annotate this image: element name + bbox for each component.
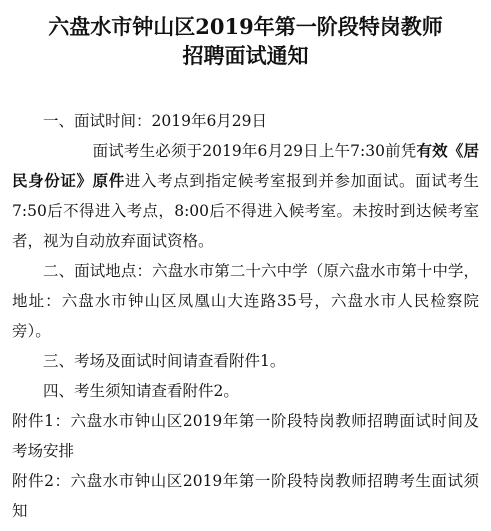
notice-body [12, 106, 479, 526]
title-line-1: 六盘水市钟山区2019年第一阶段特岗教师 [48, 14, 443, 39]
attachment-1-link[interactable]: 附件1：六盘水市钟山区2019年第一阶段特岗教师招聘面试时间及考场安排 [12, 412, 479, 460]
section-location: 二、面试地点：六盘水市第二十六中学（原六盘水市第十中学，地址：六盘水市钟山区凤凰山大连路35号，六盘水市人民检察院旁）。 [12, 262, 479, 340]
id-card-requirement: 有效《居民身份证》原件 [12, 141, 479, 190]
time-detail-post: 进入考点到指定候考室报到并参加面试。面试考生7:50后不得进入考点，8:00后不得进入候考室。未按时到达候考室者，视为自动放弃面试资格。 [12, 172, 479, 250]
page-title [12, 12, 479, 70]
section-schedule: 三、考场及面试时间请查看附件1。 [43, 352, 286, 370]
title-line-2: 招聘面试通知 [182, 43, 309, 68]
section-notice: 四、考生须知请查看附件2。 [43, 382, 239, 400]
section-time-detail [12, 136, 479, 256]
section-time-heading: 一、面试时间：2019年6月29日 [43, 112, 268, 130]
attachment-2-link[interactable]: 附件2：六盘水市钟山区2019年第一阶段特岗教师招聘考生面试须知 [12, 472, 479, 520]
time-detail-pre: 面试考生必须于2019年6月29日上午7:30前凭 [92, 142, 417, 160]
